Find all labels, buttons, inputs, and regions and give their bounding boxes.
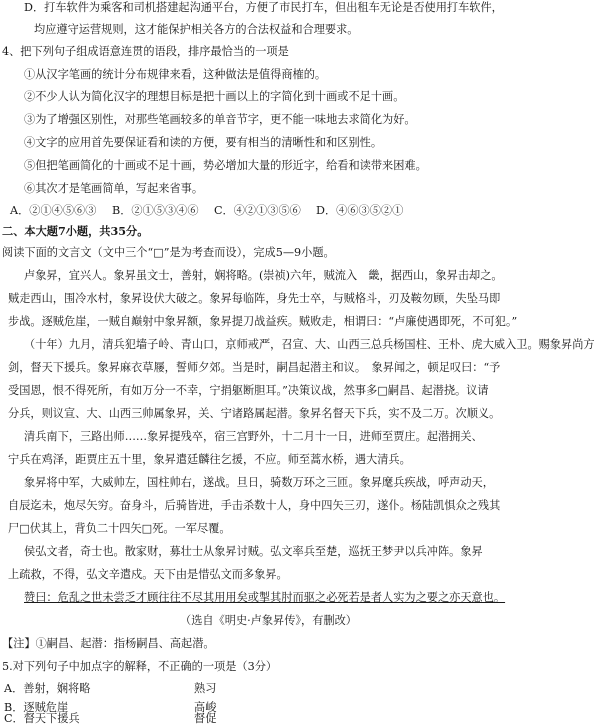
q5-b-text: B．逐贼危崖 <box>4 701 69 714</box>
passage-source: （选自《明史·卢象昇传》，有删改） <box>180 614 357 627</box>
passage-p1-line3: 步战。逐贼危崖，一贼自巅射中象昇额，象昇提刀战益疾。贼败走，相谓曰：“卢廉使遇即死，不可犯。” <box>8 315 518 328</box>
option-d-line1: D．打车软件为乘客和司机搭建起沟通平台，方便了市民打车，但出租车无论是否使用打车软件， <box>24 1 503 14</box>
footnote: 【注】①嗣昌、起潜：指杨嗣昌、高起潜。 <box>2 637 215 650</box>
sentence-5: ⑤但把笔画简化的十画或不足十画，势必增加大量的形近字，给看和读带来困难。 <box>24 159 427 172</box>
reading-instruction: 阅读下面的文言文（文中三个“□”是为考查而设），完成5—9小题。 <box>2 246 335 259</box>
question-5-option-a <box>4 681 504 696</box>
q5-c-text: C．督天下援兵 <box>4 712 80 725</box>
option-d-line2: 均应遵守运营规则，这才能保护相关各方的合法权益和合理要求。 <box>34 23 359 36</box>
q5-b-gloss: 高峻 <box>194 701 217 714</box>
passage-p1-line1: 卢象昇，宜兴人。象昇虽文士，善射，娴将略。(崇祯)六年，贼流入 畿，据西山，象昇击却之。 <box>24 269 503 282</box>
passage-p2-line4: 分兵，则议宣、大、山西三帅属象昇，关、宁诸路属起潜。象昇名督天下兵，实不及二万。次顺义。 <box>8 407 501 420</box>
passage-p2-line3: 受国恩，恨不得死所，有如万分一不幸，宁捐躯断胆耳。”决策议战，然事多□嗣昌、起潜挠。议请 <box>8 384 489 397</box>
passage-zan-line: 赞曰：危乱之世未尝乏才顾往往不尽其用用矣或掣其肘而驱之必死若是者人实为之要之亦天意也。 <box>24 591 506 604</box>
q5-c-gloss: 督促 <box>194 712 217 725</box>
passage-p5-line2: 上疏救，不得，弘文辛遣戍。天下由是惜弘文而多象昇。 <box>8 568 288 581</box>
section-2-heading: 二、本大题7小题，共35分。 <box>2 224 149 238</box>
passage-p4-line3: 尸□伏其上，背负二十四矢□死。一军尽覆。 <box>8 522 231 535</box>
passage-p2-line2: 剑，督天下援兵。象昇麻衣草屦，誓师夕郊。当是时，嗣昌起潜主和议。 象昇闻之，顿足叹曰：“予 <box>8 361 501 374</box>
passage-p1-line2: 贼走西山，围冷水村，象昇设伏大破之。象昇每临阵，身先士卒，与贼格斗，刃及鞍勿顾，失坠马即 <box>8 292 501 305</box>
option-d: D．④⑥③⑤②① <box>316 204 404 217</box>
passage-p5-line1: 侯弘文者，奇士也。散家财，募壮士从象昇讨贼。弘文率兵至楚，巡抚王梦尹以兵冲阵。象昇 <box>24 545 483 558</box>
option-b: B．②①⑤③④⑥ <box>112 204 199 217</box>
option-c: C．④②①③⑤⑥ <box>214 204 301 217</box>
question-5-stem: 5.对下列句子中加点字的解释，不正确的一项是（3分） <box>2 660 278 673</box>
question-4-options <box>10 203 510 218</box>
question-4-stem: 4、把下列句子组成语意连贯的语段，排序最恰当的一项是 <box>2 45 289 58</box>
sentence-6: ⑥其次才是笔画简单，写起来省事。 <box>24 182 204 195</box>
sentence-2: ②不少人认为简化汉字的理想目标是把十画以上的字简化到十画或不足十画。 <box>24 90 405 103</box>
passage-p3-line1: 清兵南下，三路出师……象昇提残卒，宿三宫野外，十二月十一日，进师至贾庄。起潜拥关、 <box>24 430 483 443</box>
passage-p4-line2: 自辰迄未，炮尽矢穷。奋身斗，后骑皆进，手击杀数十人，身中四矢三刃，遂仆。杨陆凯惧众之残其 <box>8 499 501 512</box>
passage-p3-line2: 宁兵在鸡泽，距贾庄五十里，象昇遣廷麟往乞援，不应。师至蒿水桥，遇大清兵。 <box>8 453 411 466</box>
sentence-4: ④文字的应用首先要保证看和读的方便，要有相当的清晰性和和区别性。 <box>24 136 383 149</box>
q5-a-text: A．善射，娴将略 <box>4 682 91 695</box>
passage-p2-line1: （十年）九月，清兵犯墙子岭、青山口，京师戒严，召宣、大、山西三总兵杨国柱、王朴、虎大威入卫。赐象昇尚方 <box>24 338 595 351</box>
sentence-3: ③为了增强区别性，对那些笔画较多的单音节字，更不能一味地去求简化为好。 <box>24 113 416 126</box>
option-a: A．②①④⑤⑥③ <box>10 204 97 217</box>
q5-a-gloss: 熟习 <box>194 682 217 695</box>
question-5-option-c <box>4 711 504 726</box>
passage-p4-line1: 象昇将中军，大威帅左，国柱帅右，遂战。旦日，骑数万环之三匝。象昇麾兵疾战，呼声动天， <box>24 476 494 489</box>
sentence-1: ①从汉字笔画的统计分布规律来看，这种做法是值得商榷的。 <box>24 68 327 81</box>
